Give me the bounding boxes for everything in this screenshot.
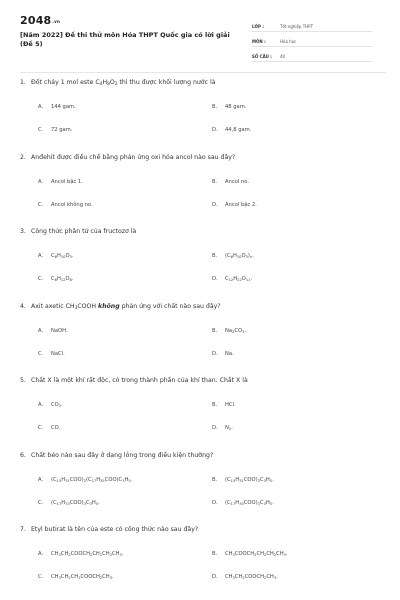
option-text: Ancol bậc 2. xyxy=(225,201,257,208)
option-letter: B. xyxy=(212,476,218,483)
meta-value: Hóa học xyxy=(280,39,297,44)
answer-option[interactable] xyxy=(38,477,132,483)
option-letter: C. xyxy=(38,350,44,357)
question-item xyxy=(20,525,385,600)
option-text: $CO_2$. xyxy=(51,402,63,408)
option-letter: D. xyxy=(212,574,218,580)
option-text: $(C_{15}H_{31}COO)_2(C_{17}H_{35}COO)C_3H_5$. xyxy=(51,476,133,483)
option-letter: A. xyxy=(38,476,44,483)
question-stem: Chất béo nào sau đây ở dạng lỏng trong điều kiện thường? xyxy=(31,451,214,459)
option-letter: B. xyxy=(212,178,218,185)
answer-option[interactable] xyxy=(212,477,274,483)
option-text: Ancol bậc 1. xyxy=(51,178,83,185)
question-item xyxy=(20,153,385,228)
answer-option[interactable] xyxy=(212,179,249,185)
answer-option[interactable] xyxy=(212,551,288,557)
option-text: $CH_3CH_2COOCH_2CH_3$. xyxy=(225,574,278,580)
question-item xyxy=(20,302,385,377)
option-letter: A. xyxy=(38,551,44,557)
header xyxy=(20,8,390,66)
option-letter: B. xyxy=(212,327,218,334)
option-letter: C. xyxy=(38,276,44,282)
answer-option[interactable] xyxy=(212,328,246,334)
meta-row-class xyxy=(252,18,372,32)
question-number: 6. xyxy=(20,451,26,459)
question-number: 5. xyxy=(20,377,26,384)
question-item xyxy=(20,78,385,153)
answer-option[interactable] xyxy=(38,127,72,133)
option-letter: D. xyxy=(212,350,218,357)
meta-label: LỚP : xyxy=(252,24,264,29)
option-text: $(C_{15}H_{31}COO)_3C_3H_5$. xyxy=(225,476,274,483)
question-number: 1. xyxy=(20,79,26,86)
option-text: 48 gam. xyxy=(225,104,247,110)
answer-option[interactable] xyxy=(38,425,60,431)
option-text: Ancol no. xyxy=(225,178,249,185)
answer-option[interactable] xyxy=(38,253,74,259)
option-letter: B. xyxy=(212,402,218,408)
logo-text: 2048 xyxy=(20,14,52,27)
site-logo[interactable] xyxy=(20,14,60,27)
option-letter: D. xyxy=(212,425,218,431)
option-letter: A. xyxy=(38,178,44,185)
answer-option[interactable] xyxy=(38,328,68,334)
answer-option[interactable] xyxy=(212,402,236,408)
question-number: 7. xyxy=(20,526,26,533)
question-text xyxy=(20,376,385,385)
answer-option[interactable] xyxy=(212,104,246,110)
question-text xyxy=(20,153,385,162)
question-number: 4. xyxy=(20,302,26,310)
answer-option[interactable] xyxy=(38,179,83,185)
meta-label: SỐ CÂU : xyxy=(252,54,272,59)
answer-option[interactable] xyxy=(38,574,114,580)
question-number: 2. xyxy=(20,153,26,161)
meta-value: 40 xyxy=(280,54,286,59)
question-text xyxy=(20,227,385,236)
option-text: $(C_{17}H_{35}COO)_3C_3H_5$. xyxy=(225,499,274,506)
question-stem: Anđehit được điều chế bằng phản ứng oxi hóa ancol nào sau đây? xyxy=(31,153,236,161)
exam-title: [Năm 2022] Đề thi thử môn Hóa THPT Quốc gia có lời giải (Đề 5) xyxy=(20,31,230,48)
question-stem: Đốt cháy 1 mol este $C_4H_8O_2$ thì thu được khối lượng nước là xyxy=(31,79,216,87)
question-stem: Axit axetic $CH_3COOH$ không phản ứng với chất nào sau đây? xyxy=(31,302,221,311)
option-text: 44,8 gam. xyxy=(225,127,252,133)
option-text: $N_2$. xyxy=(225,425,233,431)
question-item xyxy=(20,376,385,451)
option-text: $C_6H_{10}O_5$. xyxy=(51,253,74,259)
question-text xyxy=(20,525,385,534)
option-letter: A. xyxy=(38,253,44,259)
question-stem: Công thức phân tử của fructozơ là xyxy=(31,228,137,235)
question-number: 3. xyxy=(20,228,26,235)
meta-value: Tốt nghiệp THPT xyxy=(280,24,314,29)
answer-option[interactable] xyxy=(38,402,63,408)
option-letter: B. xyxy=(212,104,218,110)
option-letter: C. xyxy=(38,499,44,506)
option-letter: D. xyxy=(212,499,218,506)
option-text: $Na_2CO_3$. xyxy=(225,327,247,334)
option-text: $C_{12}H_{22}O_{11}$. xyxy=(225,276,253,282)
answer-option[interactable] xyxy=(38,500,100,506)
option-letter: A. xyxy=(38,104,44,110)
option-letter: D. xyxy=(212,127,218,133)
option-text: $CH_3CH_2COOCH_2CH_2CH_2CH_3$. xyxy=(51,551,124,557)
question-item xyxy=(20,227,385,302)
answer-option[interactable] xyxy=(212,425,233,431)
option-text: Na. xyxy=(225,350,234,357)
answer-option[interactable] xyxy=(38,351,65,357)
answer-option[interactable] xyxy=(38,551,124,557)
option-letter: D. xyxy=(212,201,218,208)
answer-option[interactable] xyxy=(38,276,74,282)
option-letter: C. xyxy=(38,574,44,580)
answer-option[interactable] xyxy=(212,253,254,259)
question-list xyxy=(20,78,385,600)
option-text: NaCl. xyxy=(51,350,65,357)
option-letter: C. xyxy=(38,425,44,431)
question-text xyxy=(20,78,385,87)
answer-option[interactable] xyxy=(38,202,93,208)
meta-label: MÔN : xyxy=(252,39,266,44)
option-text: 144 gam. xyxy=(51,104,76,110)
question-item xyxy=(20,451,385,526)
question-stem: Etyl butirat là tên của este có công thức nào sau đây? xyxy=(31,526,199,533)
option-letter: C. xyxy=(38,201,44,208)
answer-option[interactable] xyxy=(212,351,234,357)
answer-option[interactable] xyxy=(212,500,274,506)
option-text: $(C_6H_{10}O_5)_n$. xyxy=(225,253,254,259)
answer-option[interactable] xyxy=(212,276,252,282)
exam-meta xyxy=(252,18,372,63)
option-text: $CH_3CH_2CH_2COOCH_2CH_3$. xyxy=(51,574,114,580)
answer-option[interactable] xyxy=(212,202,257,208)
question-text xyxy=(20,302,385,311)
option-letter: B. xyxy=(212,551,218,557)
option-text: $CH_3COOCH_2CH_2CH_2CH_3$. xyxy=(225,551,288,557)
option-text: 72 gam. xyxy=(51,127,73,133)
option-text: HCl. xyxy=(225,402,236,408)
header-divider xyxy=(20,72,386,73)
meta-row-count xyxy=(252,48,372,62)
question-stem: Chất X là một khí rất độc, có trong thành phần của khí than. Chất X là xyxy=(31,377,248,384)
option-text: NaOH. xyxy=(51,327,68,334)
option-letter: C. xyxy=(38,127,44,133)
option-text: $C_6H_{12}O_6$. xyxy=(51,276,74,282)
option-letter: D. xyxy=(212,276,218,282)
logo-suffix: .vn xyxy=(52,19,60,24)
answer-option[interactable] xyxy=(212,127,251,133)
question-text xyxy=(20,451,385,460)
option-letter: A. xyxy=(38,402,44,408)
option-text: Ancol không no. xyxy=(51,201,93,208)
answer-option[interactable] xyxy=(212,574,278,580)
answer-option[interactable] xyxy=(38,104,76,110)
meta-row-subject xyxy=(252,33,372,47)
option-text: CO. xyxy=(51,425,61,431)
option-letter: A. xyxy=(38,327,44,334)
option-letter: B. xyxy=(212,253,218,259)
option-text: $(C_{17}H_{33}COO)_3C_3H_5$. xyxy=(51,499,100,506)
